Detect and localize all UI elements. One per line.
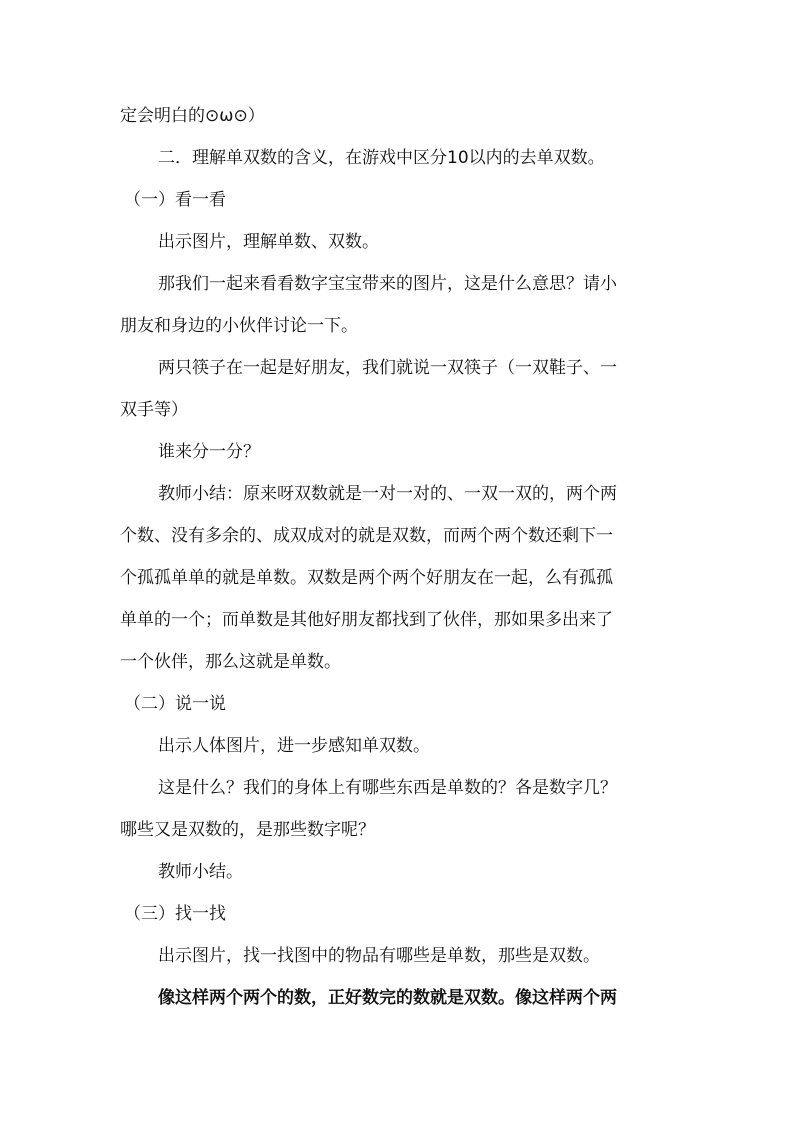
teacher-summary-line: 个孤孤单单的就是单数。双数是两个两个好朋友在一起，么有孤孤 [120, 568, 613, 588]
paragraph-line: 出示图片，找一找图中的物品有哪些是单数，那些是双数。 [158, 946, 600, 966]
text-line-continuation: 定会明白的⊙ω⊙） [120, 106, 265, 126]
section-heading-2: 二．理解单双数的含义，在游戏中区分10以内的去单双数。 [158, 148, 605, 168]
subsection-heading-say: （二）说一说 [124, 694, 226, 714]
teacher-summary-line: 个数、没有多余的、成双成对的就是双数，而两个两个数还剩下一 [120, 526, 613, 546]
paragraph-line: 教师小结。 [158, 862, 243, 882]
paragraph-line: 两只筷子在一起是好朋友，我们就说一双筷子（一双鞋子、一 [158, 358, 617, 378]
paragraph-line: 谁来分一分？ [158, 442, 260, 462]
paragraph-line: 这是什么？我们的身体上有哪些东西是单数的？各是数字几？ [158, 778, 617, 798]
paragraph-line: 哪些又是双数的，是那些数字呢？ [120, 820, 375, 840]
paragraph-line: 出示图片，理解单数、双数。 [158, 232, 379, 252]
bold-definition-line: 像这样两个两个的数，正好数完的数就是双数。像这样两个两 [158, 988, 617, 1008]
teacher-summary-line: 教师小结：原来呀双数就是一对一对的、一双一双的，两个两 [158, 484, 617, 504]
paragraph-line: 朋友和身边的小伙伴讨论一下。 [120, 316, 358, 336]
paragraph-line: 那我们一起来看看数字宝宝带来的图片，这是什么意思？请小 [158, 274, 617, 294]
subsection-heading-look: （一）看一看 [124, 190, 226, 210]
paragraph-line: 双手等） [120, 400, 188, 420]
teacher-summary-line: 一个伙伴，那么这就是单数。 [120, 652, 341, 672]
paragraph-line: 出示人体图片，进一步感知单双数。 [158, 736, 430, 756]
subsection-heading-find: （三）找一找 [124, 904, 226, 924]
teacher-summary-line: 单单的一个；而单数是其他好朋友都找到了伙伴，那如果多出来了 [120, 610, 613, 630]
